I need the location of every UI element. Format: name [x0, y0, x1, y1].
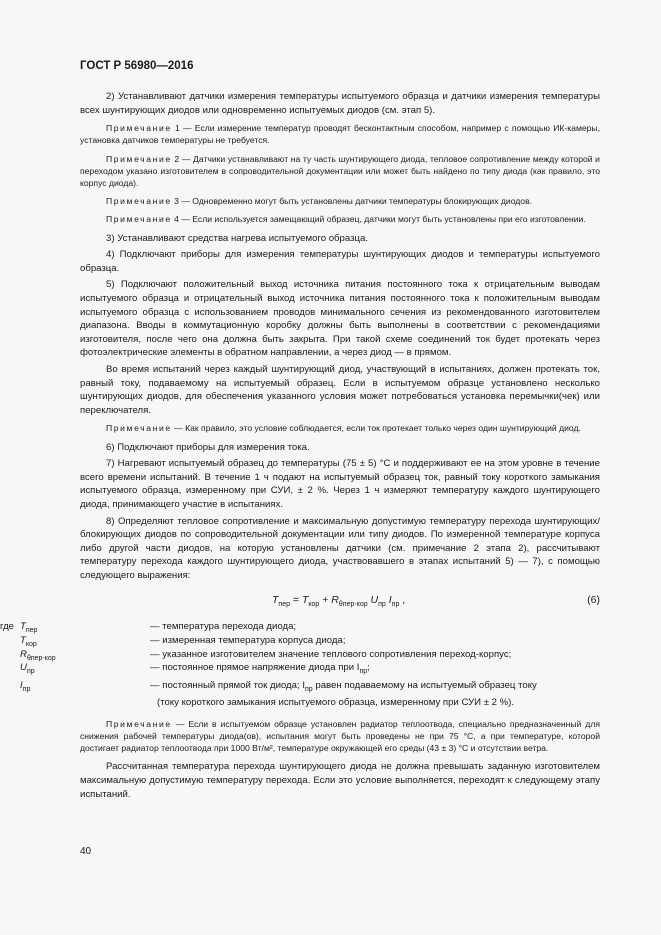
note-text: — Как правило, это условие соблюдается, если ток протекает только через один шунтирующий диод. [171, 423, 581, 434]
note-text: 2 — Датчики устанавливают на ту часть шунтирующего диода, тепловое сопротивление между которой и переходом указано изготовителем в сопроводительной документации или может быть найдено по типу диода (как правило, это корпус диода). [80, 153, 600, 188]
note-3 [80, 195, 600, 207]
paragraph-step-2: 2) Устанавливают датчики измерения температуры испытуемого образца и датчики измерения температуры всех шунтирующих диодов или одновременно испытуемых диодов (см. этап 5). [80, 91, 600, 116]
paragraph-step-6: 6) Подключают приборы для измерения тока. [106, 441, 310, 453]
note-1 [80, 122, 600, 146]
paragraph-during-tests: Во время испытаний через каждый шунтирующий диод, участвующий в испытаниях, должен протекать ток, равный току, подаваемому на испытуемый образец. Если в испытуемом образце установлено несколько шунтирующих диодов, для обеспечения указанного условия может потребоваться установка перемычки(чек) или переключателя. [80, 363, 600, 416]
paragraph-step-7: 7) Нагревают испытуемый образец до температуры (75 ± 5) °С и поддерживают ее на этом уровне в течение всего времени испытаний. В течение 1 ч подают на испытуемый образец ток, равный току короткого замыкания испытуемого образца, измеренному при СУИ, ± 2 %. Через 1 ч измеряют температуру каждого шунтирующего диода, принимающего участие в испытаниях. [80, 458, 600, 510]
note-2 [80, 153, 600, 190]
note-label: Примечание [106, 718, 172, 729]
standard-header: ГОСТ Р 56980—2016 [80, 60, 194, 72]
page-number: 40 [80, 846, 92, 857]
note-label: Примечание [106, 123, 172, 134]
formula-expression: $T_{пер} = T_{кор} + R_{\theta пер-кор}$ $U_{пр}$ $I_{пр}$ , [272, 594, 406, 609]
definition-row: где $T_{пер}$ — температура перехода диода; [0, 621, 297, 635]
note-text: — Если в испытуемом образце установлен радиатор теплоотвода, специально предназначенный для снижения рабочей температуры диода(ов), испытания могут быть проведены не при 75 °С, а при температуре, которой достигает радиатор теплоотвода при 1000 Вт/м², температуре окружающей его среды (43 ± 3) °С и отсутствии ветра. [80, 718, 600, 754]
definition-row: $R_{\theta пер-кор}$ — указанное изготовителем значение теплового сопротивления переход-корпус; [20, 648, 512, 662]
definition-row: $U_{пр}$ — постоянное прямое напряжение диода при $I_{пр}$; [20, 662, 370, 676]
note-5 [80, 422, 600, 434]
paragraph-step-4: 4) Подключают приборы для измерения температуры шунтирующих диодов и температуры испытуемого образца. [80, 249, 600, 274]
note-label: Примечание [106, 214, 172, 225]
note-text: 4 — Если используется замещающий образец, датчики могут быть установлены при его изготовлении. [171, 214, 586, 225]
paragraph-step-3: 3) Устанавливают средства нагрева испытуемого образца. [106, 232, 369, 244]
document-body [0, 90, 600, 804]
note-label: Примечание [106, 423, 172, 434]
paragraph-step-5: 5) Подключают положительный выход источника питания постоянного тока к отрицательным выводам испытуемого образца и отрицательный выход источника питания постоянного тока к положительным выводам испытуемого образца с использованием проводов минимального сечения из рекомендованного изготовителем диапазона. Вводы в коммутационную коробку должны быть выполнены в соответствии с рекомендациями изготовителя, после чего она должна быть закрыта. При такой схеме соединений ток будет протекать через фотоэлектрические элементы в обратном направлении, а через диод — в прямом. [80, 279, 600, 359]
note-label: Примечание [106, 153, 172, 164]
formula-6 [80, 588, 600, 616]
definition-row: $I_{пр}$ — постоянный прямой ток диода; $I_{пр}$ равен подаваемому на испытуемый образец току (току короткого замыкания испытуемого образца, измеренному при СУИ ± 2 %). [20, 679, 537, 709]
paragraph-step-8: 8) Определяют тепловое сопротивление и максимальную допустимую температуру перехода шунтирующих/блокирующих диодов по сопроводительной документации или типу диодов. По измеренной температуре корпуса либо другой части диодов, на которую установлены датчики (см. примечание 2 этапа 2), рассчитывают температуру перехода каждого шунтирующего диода, участвовавшего в этапах испытаний 5) — 7), с помощью следующего выражения: [80, 515, 600, 581]
note-label: Примечание [106, 196, 172, 207]
note-text: 3 — Одновременно могут быть установлены датчики температуры блокирующих диодов. [171, 196, 533, 207]
variable-definitions [0, 620, 600, 709]
paragraph-final: Рассчитанная температура перехода шунтирующего диода не должна превышать заданную изготовителем максимальную допустимую температуру перехода. Если это условие выполняется, переходят к следующему этапу испытаний. [80, 761, 600, 800]
where-label: где [0, 621, 15, 633]
note-text: 1 — Если измерение температур проводят бесконтактным способом, например с помощью ИК-камеры, установка датчиков температуры не требуется. [80, 123, 600, 146]
note-4 [80, 213, 600, 225]
formula-number: (6) [587, 594, 600, 607]
definition-row: $T_{кор}$ — измеренная температура корпуса диода; [20, 635, 346, 648]
note-6 [80, 718, 600, 755]
